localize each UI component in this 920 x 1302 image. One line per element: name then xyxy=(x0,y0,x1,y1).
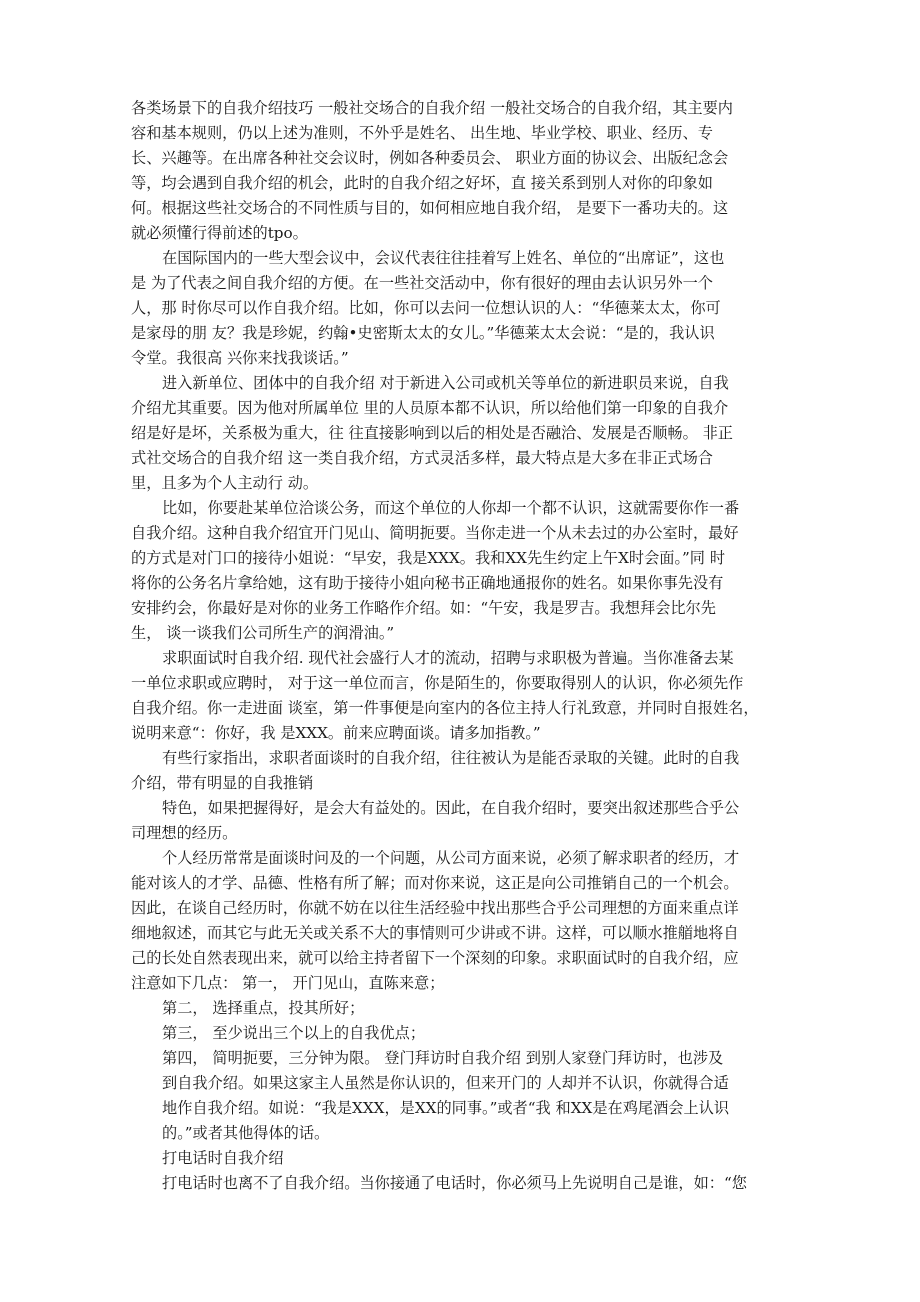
text-line: 因此，在谈自己经历时，你就不妨在以往生活经验中找出那些合乎公司理想的方面来重点详 xyxy=(131,899,739,917)
text-line: 长、兴趣等。在出席各种社交会议时，例如各种委员会、 职业方面的协议会、出版纪念会 xyxy=(131,149,729,167)
text-line: 人，那 时你尽可以作自我介绍。比如，你可以去问一位想认识的人：“华德莱太太，你可 xyxy=(131,299,721,317)
text-line: 第三， 至少说出三个以上的自我优点； xyxy=(162,1024,426,1042)
text-line: 第二， 选择重点，投其所好； xyxy=(162,999,365,1017)
text-line: 介绍，带有明显的自我推销 xyxy=(131,774,314,792)
text-line: 进入新单位、团体中的自我介绍 对于新进入公司或机关等单位的新进职员来说，自我 xyxy=(162,374,729,392)
text-line: 是家母的朋 友？我是珍妮，约翰•史密斯太太的女儿。”华德莱太太会说：“是的，我认识 xyxy=(131,324,715,342)
text-line: 里，且多为个人主动行 动。 xyxy=(131,474,319,492)
text-line: 各类场景下的自我介绍技巧 一般社交场合的自我介绍 一般社交场合的自我介绍，其主要内 xyxy=(131,99,733,117)
text-line: 一单位求职或应聘时， 对于这一单位而言，你是陌生的，你要取得别人的认识，你必须先作 xyxy=(131,674,744,692)
text-line: 特色，如果把握得好，是会大有益处的。因此，在自我介绍时，要突出叙述那些合乎公 xyxy=(162,799,740,817)
text-line: 式社交场合的自我介绍 这一类自我介绍，方式灵活多样，最大特点是大多在非正式场合 xyxy=(131,449,713,467)
text-line: 何。根据这些社交场合的不同性质与目的，如何相应地自我介绍， 是要下一番功夫的。这 xyxy=(131,199,729,217)
text-line: 安排约会，你最好是对你的业务工作略作介绍。如：“午安，我是罗吉。我想拜会比尔先 xyxy=(131,599,716,617)
text-line: 打电话时也离不了自我介绍。当你接通了电话时，你必须马上先说明自己是谁，如：“您 xyxy=(162,1174,747,1192)
text-line: 介绍尤其重要。因为他对所属单位 里的人员原本都不认识，所以给他们第一印象的自我介 xyxy=(131,399,729,417)
text-line: 就必须懂行得前述的tpo。 xyxy=(131,224,308,242)
text-line: 能对该人的才学、品德、性格有所了解；而对你来说，这正是向公司推销自己的一个机会。 xyxy=(131,874,739,892)
text-line: 己的长处自然表现出来，就可以给主持者留下一个深刻的印象。求职面试时的自我介绍，应 xyxy=(131,949,739,967)
text-line: 比如，你要赴某单位洽谈公务，而这个单位的人你却一个都不认识，这就需要你作一番 xyxy=(162,499,740,517)
text-line: 求职面试时自我介绍. 现代社会盛行人才的流动，招聘与求职极为普遍。当你准备去某 xyxy=(162,649,734,667)
text-line: 绍是好是坏，关系极为重大，往 往直接影响到以后的相处是否融洽、发展是否顺畅。 非正 xyxy=(131,424,733,442)
text-line: 的方式是对门口的接待小姐说：“早安，我是XXX。我和XX先生约定上午X时会面。”同 时 xyxy=(131,549,726,567)
text-line: 说明来意“：你好，我 是XXX。前来应聘面谈。请多加指教。” xyxy=(131,724,541,742)
text-line: 将你的公务名片拿给她，这有助于接待小姐向秘书正确地通报你的姓名。如果你事先没有 xyxy=(131,574,724,592)
text-line: 地作自我介绍。如说：“我是XXX，是XX的同事。”或者“我 和XX是在鸡尾酒会上认识 xyxy=(162,1099,730,1117)
document-body xyxy=(131,96,798,1196)
text-line: 令堂。我很高 兴你来找我谈话。” xyxy=(131,349,349,367)
text-line: 自我介绍。这种自我介绍宜开门见山、简明扼要。当你走进一个从未去过的办公室时，最好 xyxy=(131,524,739,542)
text-line: 有些行家指出，求职者面谈时的自我介绍，往往被认为是能否录取的关键。此时的自我 xyxy=(162,749,740,767)
text-line: 是 为了代表之间自我介绍的方便。在一些社交活动中，你有很好的理由去认识另外一个 xyxy=(131,274,713,292)
text-line: 等，均会遇到自我介绍的机会，此时的自我介绍之好坏，直 接关系到别人对你的印象如 xyxy=(131,174,713,192)
text-line: 注意如下几点： 第一， 开门见山，直陈来意； xyxy=(131,974,445,992)
text-line: 在国际国内的一些大型会议中，会议代表往往挂着写上姓名、单位的“出席证”，这也 xyxy=(162,249,725,267)
text-line: 生， 谈一谈我们公司所生产的润滑油。” xyxy=(131,624,395,642)
text-line: 容和基本规则，仍以上述为准则，不外乎是姓名、 出生地、毕业学校、职业、经历、专 xyxy=(131,124,713,142)
text-line: 打电话时自我介绍 xyxy=(162,1149,284,1167)
text-line: 司理想的经历。 xyxy=(131,824,238,842)
text-line: 自我介绍。你一走进面 谈室，第一件事便是向室内的各位主持人行礼致意，并同时自报姓名， xyxy=(131,699,759,717)
text-line: 细地叙述，而其它与此无关或关系不大的事情则可少讲或不讲。这样，可以顺水推艏地将自 xyxy=(131,924,739,942)
text-line: 的。”或者其他得体的话。 xyxy=(162,1124,330,1142)
text-line: 第四， 简明扼要，三分钟为限。 登门拜访时自我介绍 到别人家登门拜访时，也涉及 xyxy=(162,1049,724,1067)
text-line: 个人经历常常是面谈时问及的一个问题，从公司方面来说，必须了解求职者的经历，才 xyxy=(162,849,740,867)
text-line: 到自我介绍。如果这家主人虽然是你认识的，但来开门的 人却并不认识，你就得合适 xyxy=(162,1074,729,1092)
